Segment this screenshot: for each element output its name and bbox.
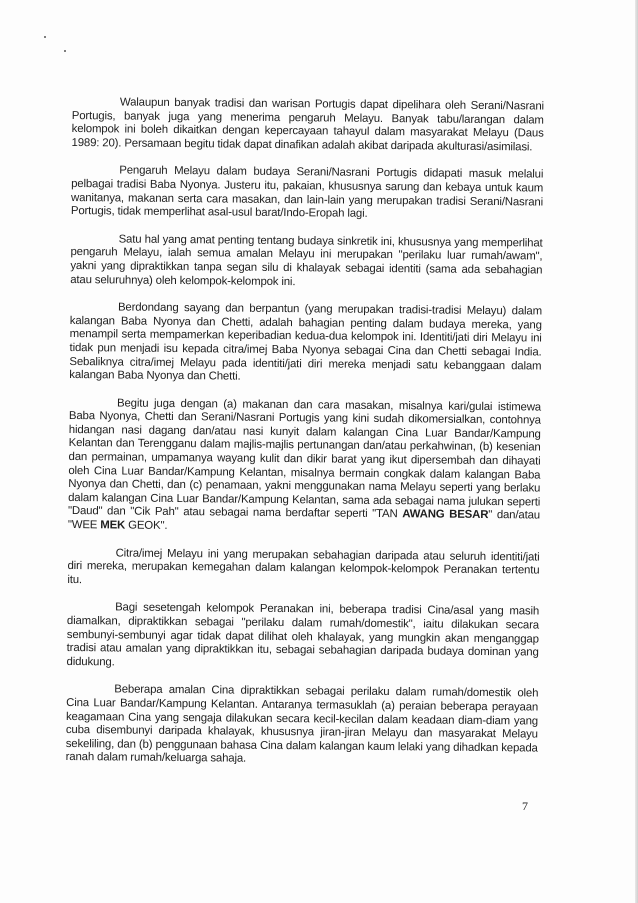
paragraph-1: Walaupun banyak tradisi dan warisan Portugis dapat dipelihara oleh Serani/Nasrani Portugis, banyak juga yang menerima pengaruh Melayu. Banyak tabu/larangan dalam kelompok ini boleh dikaitkan dengan kepercayaan tahayul dalam masyarakat Melayu (Daus 1989: 20). Persamaan begitu tidak dapat dinafikan adalah akibat daripada akulturasi/asimilasi. [71,96,544,154]
body-text [65,96,544,783]
paragraph-5 [68,397,541,537]
paragraph-3: Satu hal yang amat penting tentang budaya sinkretik ini, khususnya yang memperlihat pengaruh Melayu, ialah semua amalan Melayu ini merupakan "perilaku luar rumah/awam", yakni yang dipraktikkan tanpa segan silu di khalayak sebagai identiti (sama ada sebahagian atau seluruhnya) oleh kelompok-kelompok ini. [70,233,543,288]
paragraph-2: Pengaruh Melayu dalam budaya Serani/Nasrani Portugis didapati masuk melalui pelbagai tradisi Baba Nyonya. Justeru itu, pakaian, khususnya sarung dan kebaya untuk kaum wanitanya, makanan serta cara masakan, dan lain-lain yang merupakan tradisi Serani/Nasrani Portugis, tidak memperlihat asal-usul barat/Indo-Eropah lagi. [70,164,544,220]
paragraph-6: Citra/imej Melayu ini yang merupakan sebahagian daripada atau seluruh identiti/jati diri mereka, merupakan kemegahan dalam kalangan kelompok-kelompok Peranakan tertentu itu. [67,547,540,586]
paragraph-5-mid: " dan/atau "WEE [67,509,541,532]
paragraph-5-text: Begitu juga dengan (a) makanan dan cara masakan, misalnya kari/gulai istimewa Baba Nyonya, Chetti dan Serani/Nasrani Portugis yang kini sudah dikomersialkan, contohnya hidangan nasi dagang dan/atau nasi kunyit dalam kalangan Cina Luar Bandar/Kampung Kelantan dan Terengganu dalam majlis-majlis pertunangan dan/atau perkahwinan, (b) kesenian dan permainan, umpamanya wayang kulit dan dikir barat yang ikut dipersembah dan dihayati oleh Cina Luar Bandar/Kampung Kelantan, misalnya bermain congkak dalam kalangan Baba Nyonya dan Chetti, dan (c) penamaan, yakni menggunakan nama Melayu seperti yang berlaku dalam kalangan Cina Luar Bandar/Kampung Kelantan, sama ada sebagai nama julukan seperti "Daud" dan "Cik Pah" atau sebagai nama berdaftar seperti "TAN [67,397,542,521]
paragraph-7: Bagi sesetengah kelompok Peranakan ini, beberapa tradisi Cina/asal yang masih diamalkan, dipraktikkan sebagai "perilaku dalam rumah/domestik", iaitu dilakukan secara sembunyi-sembunyi agar tidak dapat dilihat oleh khalayak, yang mungkin akan menganggap tradisi atau amalan yang dipraktikkan itu, sebagai sebahagian daripada budaya dominan yang didukung. [66,601,540,669]
scan-speck [44,36,46,38]
paragraph-8: Beberapa amalan Cina dipraktikkan sebagai perilaku dalam rumah/domestik oleh Cina Luar Bandar/Kampung Kelantan. Antaranya termasuklah (a) peraian beberapa perayaan keagamaan Cina yang sengaja dilakukan secara kecil-kecilan dalam keadaan diam-diam yang cuba disembunyi daripada khalayak, khususnya jiran-jiran Melayu dan masyarakat Melayu sekeliling, dan (b) penggunaan bahasa Cina dalam kalangan kaum lelaki yang dihadkan kepada ranah dalam rumah/keluarga sahaja. [65,683,539,766]
bold-name-1: AWANG BESAR [402,508,489,522]
page-number: 7 [522,799,528,813]
scan-speck [64,50,66,52]
bold-name-2: MEK [100,519,126,532]
paragraph-4: Berdondang sayang dan berpantun (yang merupakan tradisi-tradisi Melayu) dalam kalangan Baba Nyonya dan Chetti, adalah bahagian penting dalam budaya mereka, yang menampil serta mempamerkan keperibadian kedua-dua kelompok ini. Identiti/jati diri Melayu ini tidak pun menjadi isu kepada citra/imej Baba Nyonya sebagai Cina dan Chetti sebagai India. Sebaliknya citra/imej Melayu pada identiti/jati diri mereka menjadi satu kebanggaan dalam kalangan Baba Nyonya dan Chetti. [69,301,543,383]
paragraph-5-end: GEOK". [125,519,168,532]
